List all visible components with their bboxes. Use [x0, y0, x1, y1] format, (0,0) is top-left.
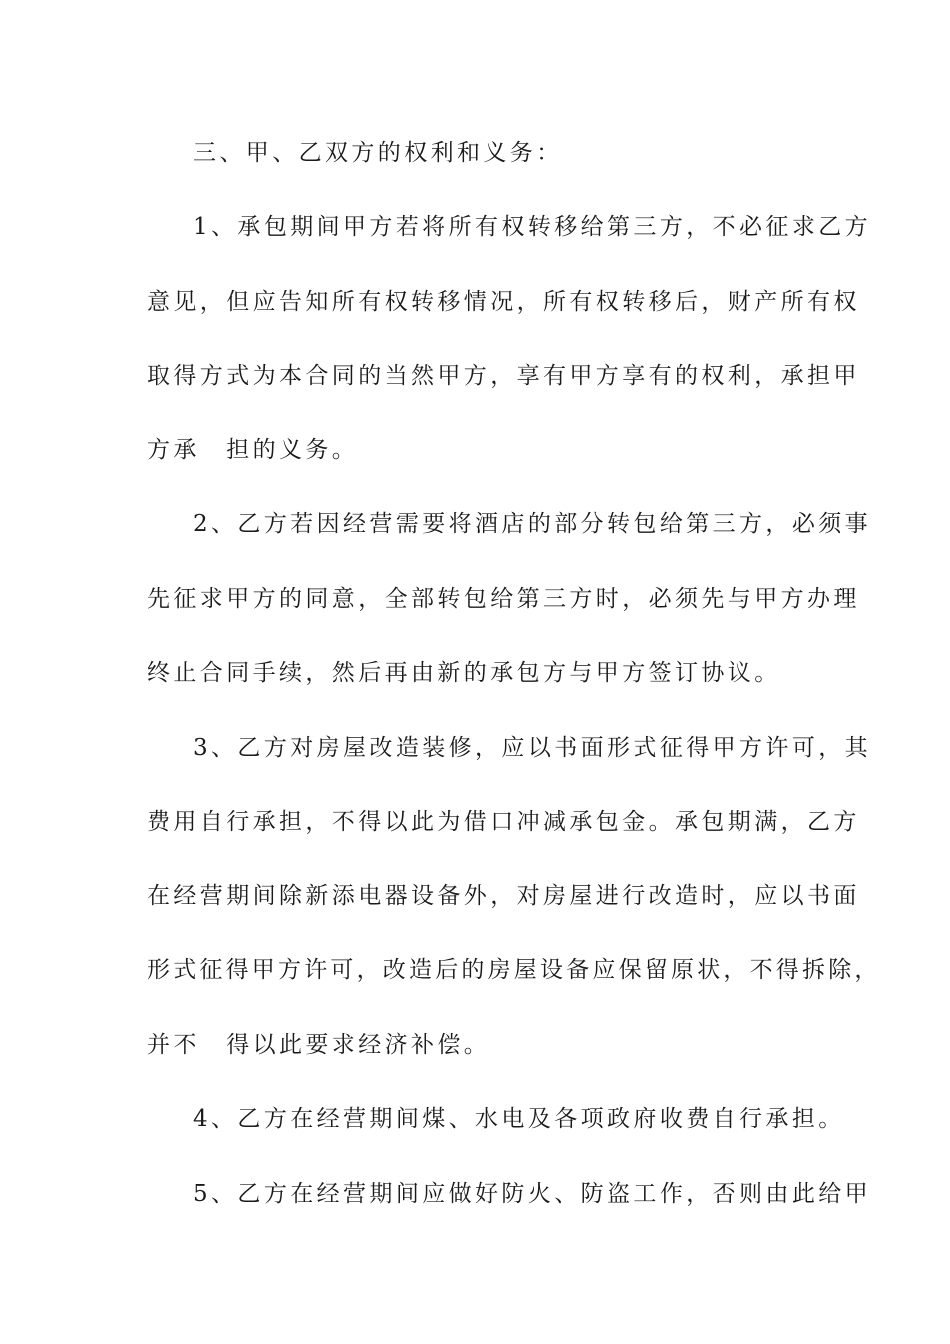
clause-3-line-1: 3、乙方对房屋改造装修，应以书面形式征得甲方许可，其: [193, 735, 872, 761]
clause-1-line-1: 1、承包期间甲方若将所有权转移给第三方，不必征求乙方: [193, 214, 872, 240]
clause-5-line-1: 5、乙方在经营期间应做好防火、防盗工作，否则由此给甲: [193, 1181, 872, 1207]
clause-4-line-1: 4、乙方在经营期间煤、水电及各项政府收费自行承担。: [193, 1106, 845, 1132]
clause-2-line-1: 2、乙方若因经营需要将酒店的部分转包给第三方，必须事: [193, 511, 872, 537]
clause-1-line-2: 意见，但应告知所有权转移情况，所有权转移后，财产所有权: [147, 289, 860, 315]
clause-2-line-2: 先征求甲方的同意，全部转包给第三方时，必须先与甲方办理: [147, 586, 860, 612]
clause-3-line-5: 并不 得以此要求经济补偿。: [147, 1032, 491, 1058]
clause-2-line-3: 终止合同手续，然后再由新的承包方与甲方签订协议。: [147, 660, 781, 686]
clause-3-line-4: 形式征得甲方许可，改造后的房屋设备应保留原状，不得拆除，: [147, 957, 881, 983]
section-heading: 三、甲、乙双方的权利和义务：: [193, 140, 563, 166]
clause-3-line-3: 在经营期间除新添电器设备外，对房屋进行改造时，应以书面: [147, 883, 860, 909]
clause-1-line-3: 取得方式为本合同的当然甲方，享有甲方享有的权利，承担甲: [147, 363, 860, 389]
clause-1-line-4: 方承 担的义务。: [147, 437, 359, 463]
clause-3-line-2: 费用自行承担，不得以此为借口冲减承包金。承包期满，乙方: [147, 809, 860, 835]
